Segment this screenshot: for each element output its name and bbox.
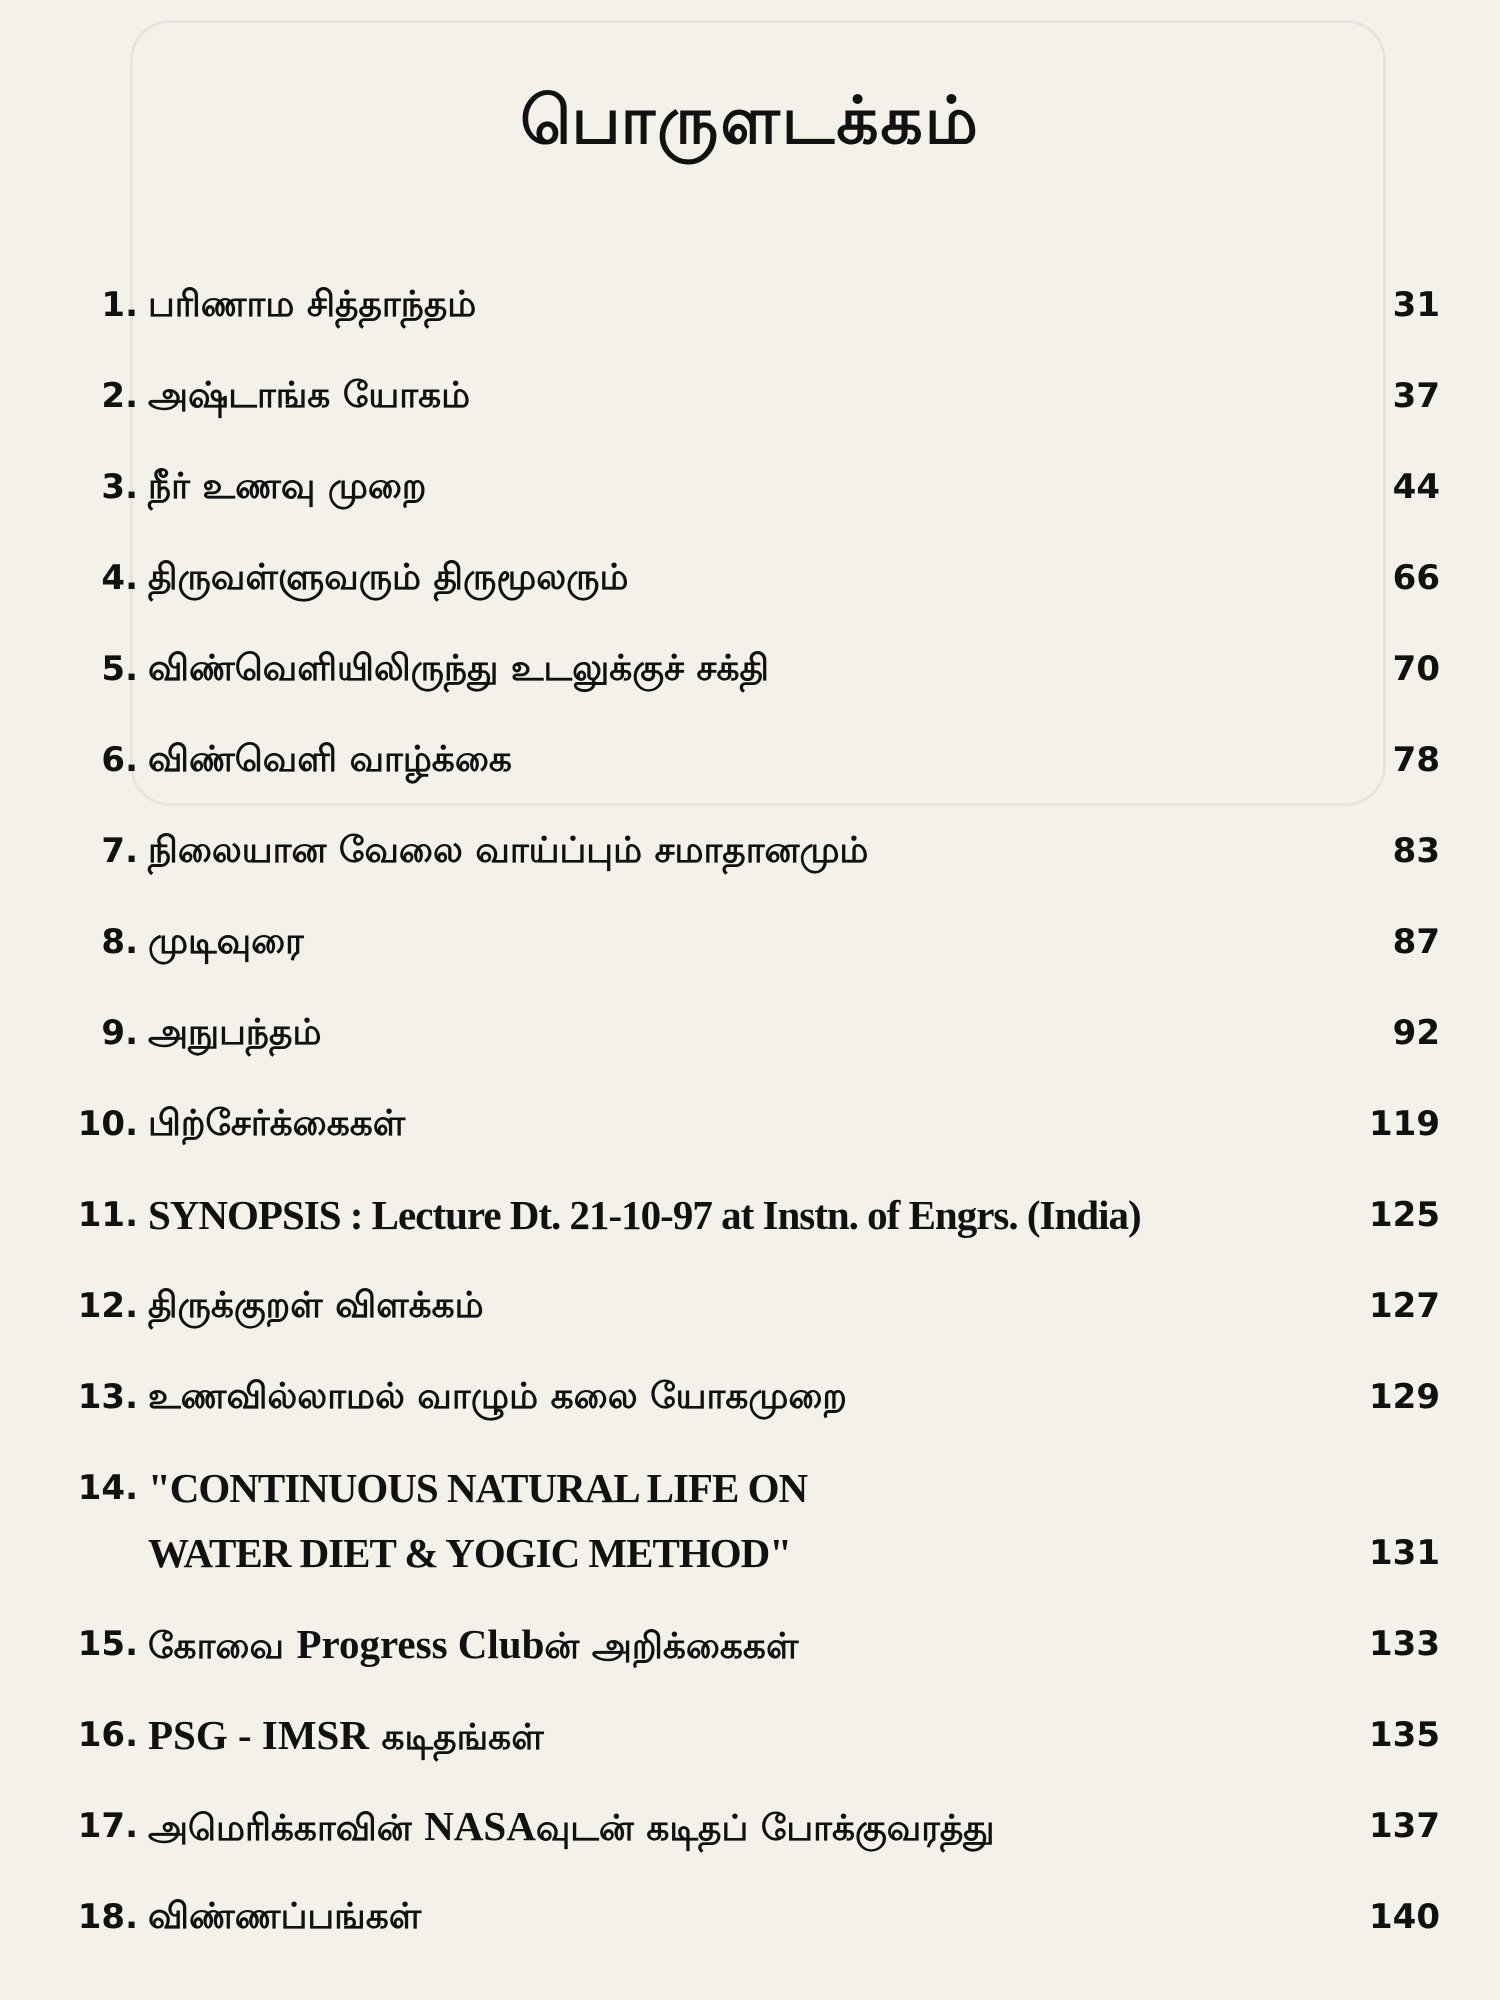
entry-title-latin-part: PSG - IMSR [148, 1712, 369, 1758]
entry-number: 16. [77, 1715, 138, 1755]
entry-page: 83 [1392, 831, 1440, 871]
entry-title [148, 1700, 1300, 1773]
toc-entry-6[interactable] [0, 725, 1500, 795]
entry-title: அஷ்டாங்க யோகம் [148, 375, 471, 416]
entry-number: 12. [77, 1286, 138, 1326]
entry-title-part: ன் அறிக்கைகள் [544, 1626, 799, 1667]
entry-number: 10. [77, 1104, 138, 1144]
entry-title [148, 1609, 1300, 1682]
entry-title: நீர் உணவு முறை [148, 466, 427, 507]
entry-title: விண்வெளி வாழ்க்கை [148, 739, 512, 780]
toc-entry-1[interactable] [0, 270, 1500, 340]
toc-entry-13[interactable] [0, 1362, 1500, 1432]
entry-number: 6. [101, 740, 138, 780]
toc-entry-16[interactable] [0, 1700, 1500, 1770]
toc-entry-14[interactable] [0, 1453, 1500, 1523]
entry-title: விண்வெளியிலிருந்து உடலுக்குச் சக்தி [148, 648, 769, 689]
toc-entry-11[interactable] [0, 1180, 1500, 1250]
entry-page: 131 [1369, 1533, 1440, 1573]
toc-entry-4[interactable] [0, 543, 1500, 613]
entry-page: 137 [1369, 1806, 1440, 1846]
entry-number: 11. [77, 1195, 138, 1235]
entry-title: உணவில்லாமல் வாழும் கலை யோகமுறை [148, 1376, 847, 1417]
entry-number: 18. [77, 1897, 138, 1937]
entry-number: 17. [77, 1806, 138, 1846]
entry-page: 92 [1392, 1013, 1440, 1053]
entry-number: 5. [101, 649, 138, 689]
toc-entry-15[interactable] [0, 1609, 1500, 1679]
toc-entry-14-continued[interactable] [0, 1518, 1500, 1588]
entry-title-part: கடிதங்கள் [368, 1717, 544, 1758]
entry-number: 1. [101, 285, 138, 325]
entry-title: முடிவுரை [148, 921, 304, 962]
entry-number: 2. [101, 376, 138, 416]
entry-page: 129 [1369, 1377, 1440, 1417]
entry-title-line-2: WATER DIET & YOGIC METHOD" [148, 1530, 791, 1576]
entry-title: அநுபந்தம் [148, 1012, 322, 1053]
entry-title: திருவள்ளுவரும் திருமூலரும் [148, 557, 629, 598]
entry-page: 133 [1369, 1624, 1440, 1664]
toc-entry-5[interactable] [0, 634, 1500, 704]
toc-entry-9[interactable] [0, 998, 1500, 1068]
entry-page: 125 [1369, 1195, 1440, 1235]
entry-number: 9. [101, 1013, 138, 1053]
entry-number: 3. [101, 467, 138, 507]
entry-title-part: கோவை [148, 1626, 284, 1667]
entry-number: 8. [101, 922, 138, 962]
entry-page: 78 [1392, 740, 1440, 780]
entry-title-part: அமெரிக்காவின் [148, 1808, 412, 1849]
entry-page: 127 [1369, 1286, 1440, 1326]
entry-page: 44 [1392, 467, 1440, 507]
entry-page: 87 [1392, 922, 1440, 962]
entry-number: 15. [77, 1624, 138, 1664]
entry-page: 37 [1392, 376, 1440, 416]
entry-number: 4. [101, 558, 138, 598]
entry-title: "CONTINUOUS NATURAL LIFE ON [148, 1465, 808, 1511]
toc-entry-10[interactable] [0, 1089, 1500, 1159]
toc-entry-7[interactable] [0, 816, 1500, 886]
entry-title: திருக்குறள் விளக்கம் [148, 1285, 484, 1326]
entry-title [148, 1791, 1300, 1864]
entry-page: 135 [1369, 1715, 1440, 1755]
entry-title: பரிணாம சித்தாந்தம் [148, 284, 477, 325]
entry-number: 13. [77, 1377, 138, 1417]
entry-title-part: வுடன் கடிதப் போக்குவரத்து [535, 1808, 995, 1849]
entry-page: 70 [1392, 649, 1440, 689]
entry-page: 31 [1392, 285, 1440, 325]
entry-title-latin-part: Progress Club [296, 1621, 545, 1667]
toc-entry-12[interactable] [0, 1271, 1500, 1341]
entry-title: பிற்சேர்க்கைகள் [148, 1103, 406, 1144]
toc-entry-2[interactable] [0, 361, 1500, 431]
entry-page: 66 [1392, 558, 1440, 598]
entry-title: SYNOPSIS : Lecture Dt. 21-10-97 at Instn. of Engrs. (India) [148, 1192, 1141, 1238]
page-title: பொருளடக்கம் [520, 82, 980, 159]
entry-title: விண்ணப்பங்கள் [148, 1896, 422, 1937]
entry-title-latin-part: NASA [424, 1803, 536, 1849]
entry-number: 7. [101, 831, 138, 871]
entry-page: 119 [1369, 1104, 1440, 1144]
entry-title: நிலையான வேலை வாய்ப்பும் சமாதானமும் [148, 830, 869, 871]
entry-number: 14. [77, 1468, 138, 1508]
entry-page: 140 [1369, 1897, 1440, 1937]
toc-entry-17[interactable] [0, 1791, 1500, 1861]
toc-entry-3[interactable] [0, 452, 1500, 522]
toc-entry-8[interactable] [0, 907, 1500, 977]
toc-entry-18[interactable] [0, 1882, 1500, 1952]
